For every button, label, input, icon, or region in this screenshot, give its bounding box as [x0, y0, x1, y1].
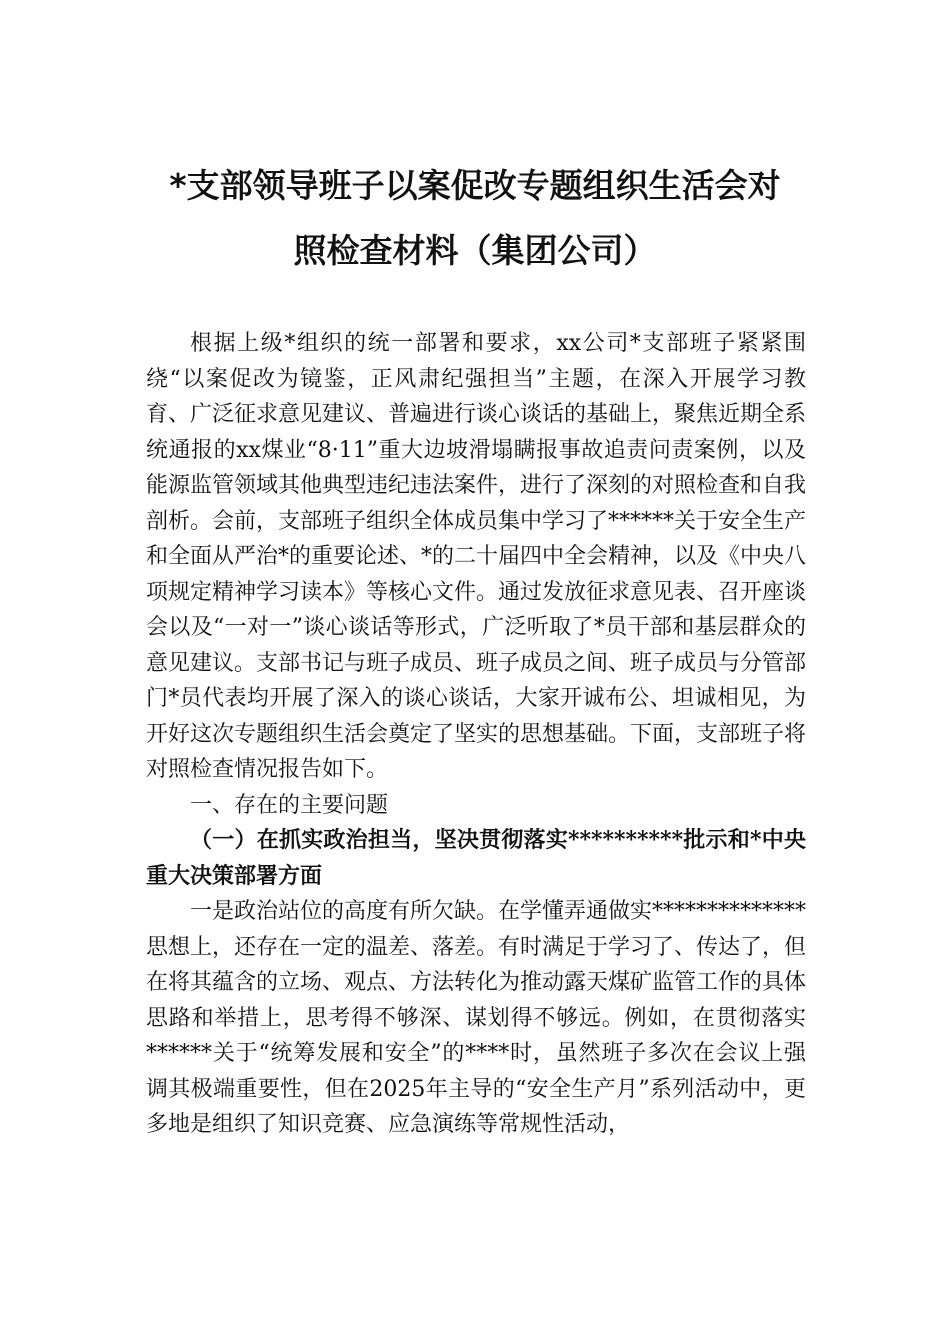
intro-paragraph: 根据上级*组织的统一部署和要求，xx公司*支部班子紧紧围绕“以案促改为镜鉴，正风肃纪强担当”主题，在深入开展学习教育、广泛征求意见建议、普遍进行谈心谈话的基础上，聚焦近期全系统通报的xx煤业“8·11”重大边坡滑塌瞒报事故追责问责案例，以及能源监管领域其他典型违纪违法案件，进行了深刻的对照检查和自我剖析。会前，支部班子组织全体成员集中学习了******关于安全生产和全面从严治*的重要论述、*的二十届四中全会精神，以及《中央八项规定精神学习读本》等核心文件。通过发放征求意见表、召开座谈会以及“一对一”谈心谈话等形式，广泛听取了*员干部和基层群众的意见建议。支部书记与班子成员、班子成员之间、班子成员与分管部门*员代表均开展了深入的谈心谈话，大家开诚布公、坦诚相见，为开好这次专题组织生活会奠定了坚实的思想基础。下面，支部班子将对照检查情况报告如下。 — [146, 331, 807, 782]
document-title-line-1: *支部领导班子以案促改专题组织生活会对 — [169, 166, 781, 205]
section-heading: 一、存在的主要问题 — [190, 792, 389, 818]
subsection-heading: （一）在抓实政治担当，坚决贯彻落实**********批示和*中央重大决策部署方面 — [146, 827, 806, 889]
document-body — [146, 326, 806, 1143]
point-one-paragraph: 一是政治站位的高度有所欠缺。在学懂弄通做实**************思想上，还存在一定的温差、落差。有时满足于学习了、传达了，但在将其蕴含的立场、观点、方法转化为推动露天煤矿监管工作的具体思路和举措上，思考得不够深、谋划得不够远。例如，在贯彻落实******关于“统筹发展和安全”的****时，虽然班子多次在会议上强调其极端重要性，但在2025年主导的“安全生产月”系列活动中，更多地是组织了知识竞赛、应急演练等常规性活动， — [146, 899, 807, 1137]
document-title-line-2: 照检查材料（集团公司） — [293, 231, 657, 270]
